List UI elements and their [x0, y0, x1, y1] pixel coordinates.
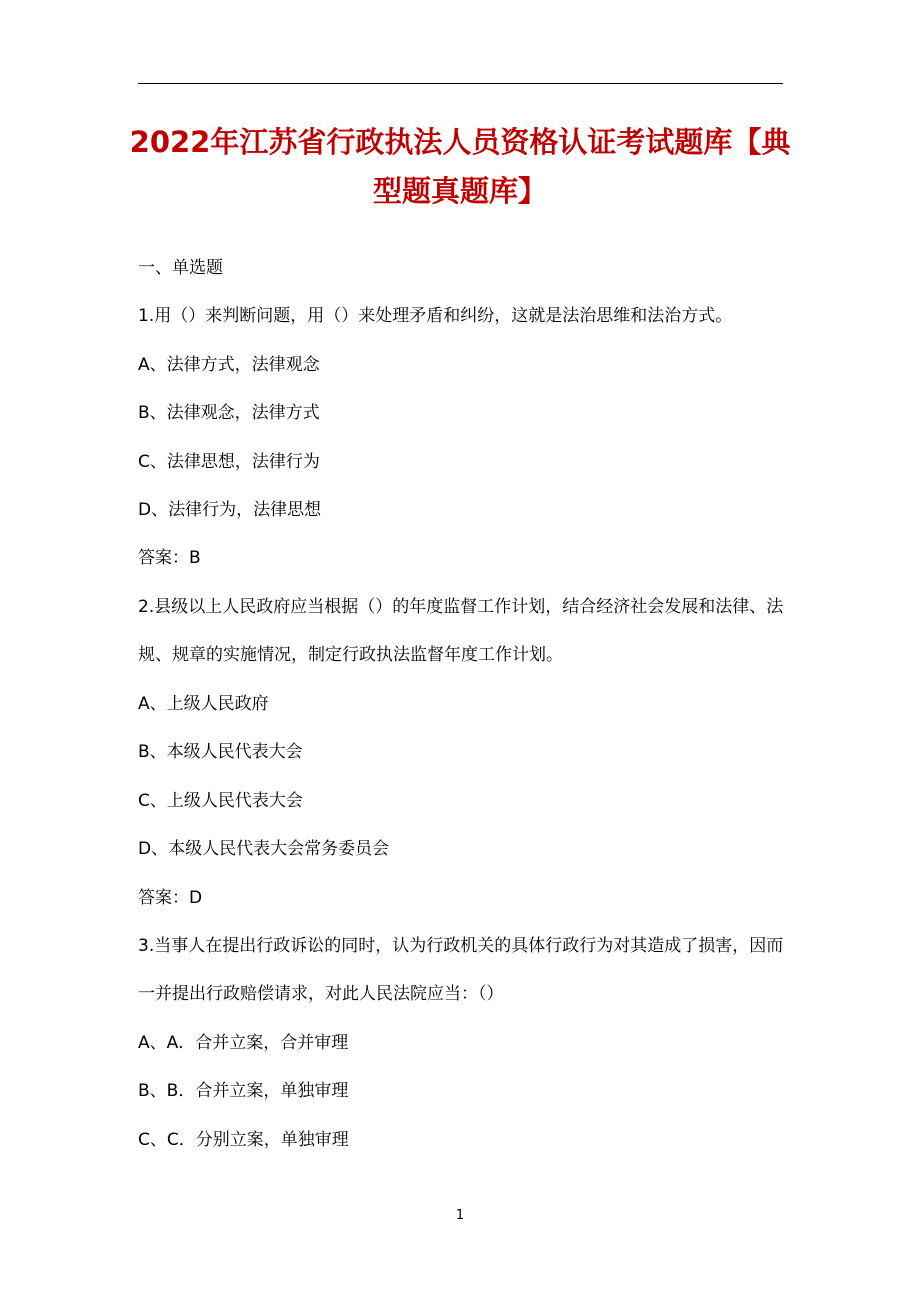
question-2-option-a: A、上级人民政府 [138, 693, 269, 714]
section-heading: 一、单选题 [138, 258, 223, 278]
page-number: 1 [455, 1208, 465, 1223]
question-3-option-a: A、A．合并立案，合并审理 [138, 1033, 349, 1054]
question-3-stem: 3.当事人在提出行政诉讼的同时，认为行政机关的具体行政行为对其造成了损害，因而一并提出行政赔偿请求，对此人民法院应当：（） [138, 935, 784, 1005]
question-1-option-b: B、法律观念，法律方式 [138, 403, 320, 424]
question-3-option-c: C、C．分别立案，单独审理 [138, 1129, 349, 1150]
question-2-answer: 答案：D [138, 887, 203, 908]
header-rule [138, 83, 783, 84]
question-2-option-d: D、本级人民代表大会常务委员会 [138, 839, 390, 860]
document-title: 2022年江苏省行政执法人员资格认证考试题库【典型题真题库】 [129, 125, 791, 208]
question-1-option-d: D、法律行为，法律思想 [138, 499, 322, 520]
question-2-stem: 2.县级以上人民政府应当根据（）的年度监督工作计划，结合经济社会发展和法律、法规、规章的实施情况，制定行政执法监督年度工作计划。 [138, 596, 784, 666]
question-1-option-c: C、法律思想，法律行为 [138, 451, 320, 472]
question-3-option-b: B、B．合并立案，单独审理 [138, 1081, 349, 1102]
question-2-option-b: B、本级人民代表大会 [138, 742, 303, 763]
document-body [138, 256, 788, 1176]
question-2-option-c: C、上级人民代表大会 [138, 790, 303, 811]
question-1-stem: 1.用（）来判断问题，用（）来处理矛盾和纠纷，这就是法治思维和法治方式。 [138, 306, 733, 327]
question-1-answer: 答案：B [138, 548, 201, 569]
question-1-option-a: A、法律方式，法律观念 [138, 354, 320, 375]
